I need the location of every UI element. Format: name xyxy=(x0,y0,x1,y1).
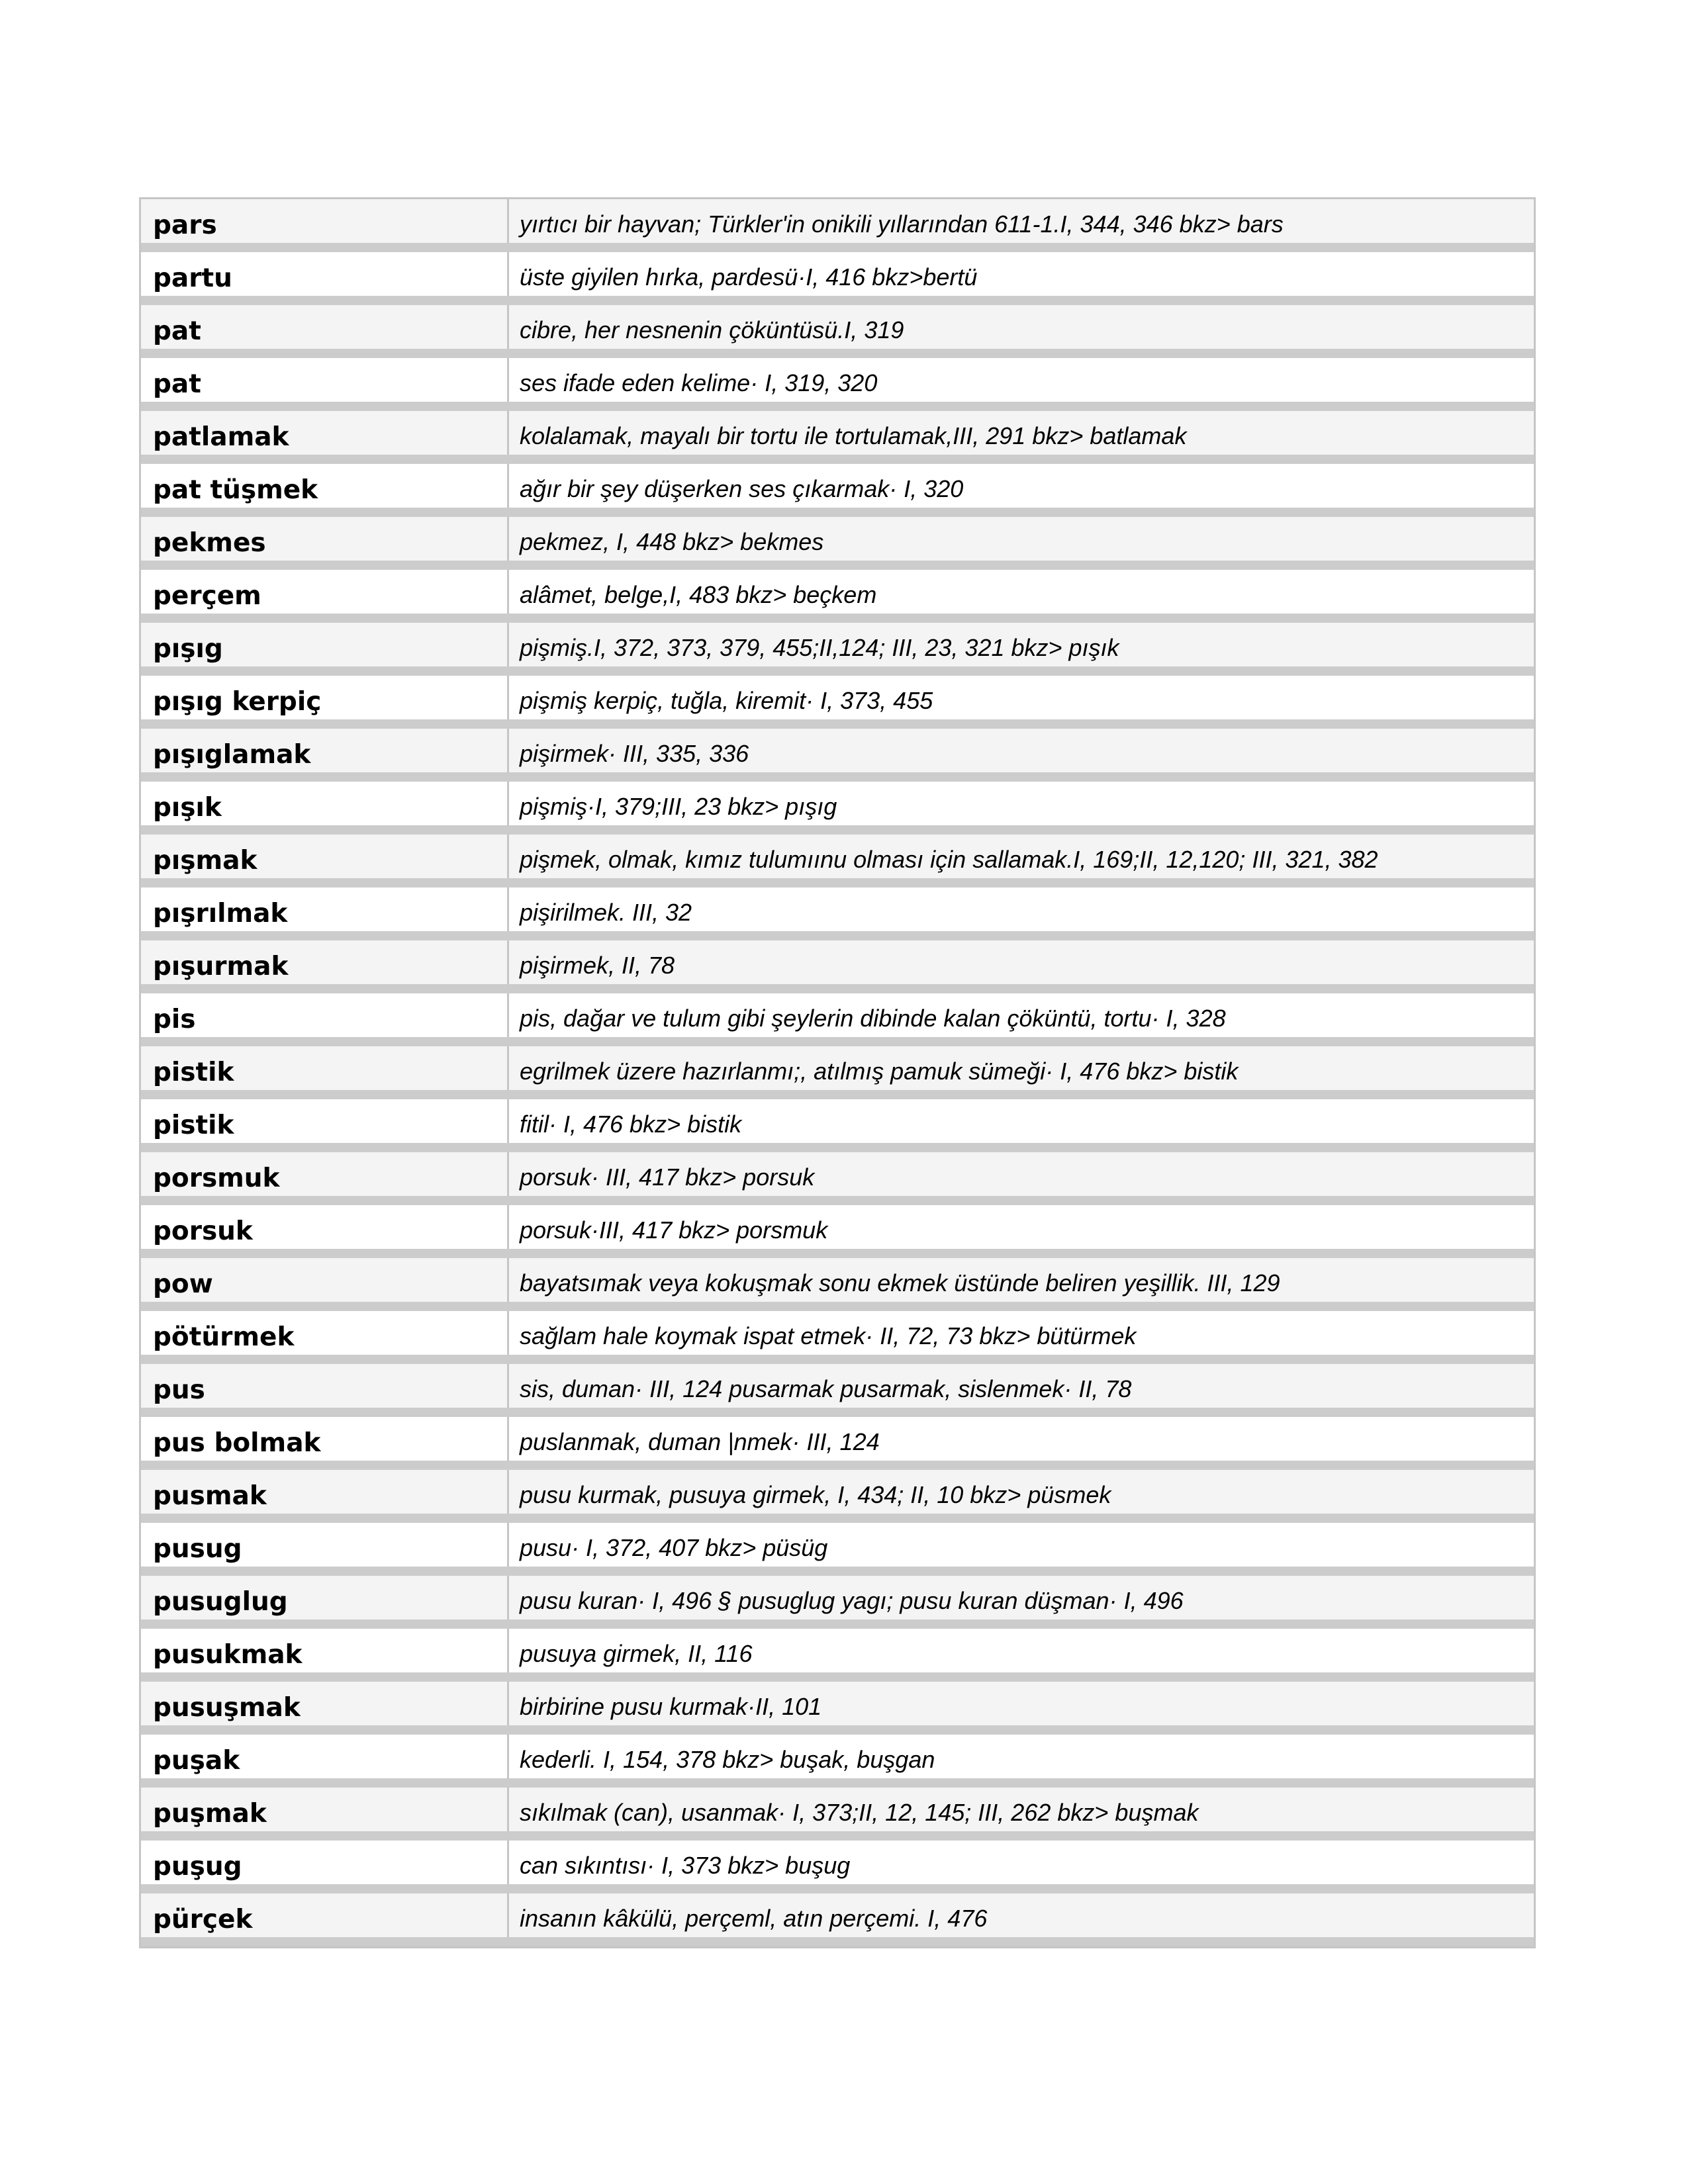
entry-term: porsmuk xyxy=(141,1152,509,1196)
entry-term: puşak xyxy=(141,1735,509,1778)
entry-definition: pekmez, I, 448 bkz> bekmes xyxy=(520,528,824,555)
entry-definition: kederli. I, 154, 378 bkz> buşak, buşgan xyxy=(520,1746,935,1773)
entry-term: pis xyxy=(141,993,509,1037)
entry-definition: egrilmek üzere hazırlanmı;, atılmış pamuk sümeği· I, 476 bkz> bistik xyxy=(520,1058,1239,1085)
table-row xyxy=(141,835,1534,887)
table-row xyxy=(141,1152,1534,1205)
table-row xyxy=(141,1735,1534,1788)
entry-definition: fitil· I, 476 bkz> bistik xyxy=(520,1111,742,1138)
entry-definition: pis, dağar ve tulum gibi şeylerin dibinde kalan çöküntü, tortu· I, 328 xyxy=(520,1005,1226,1032)
entry-definition: porsuk·III, 417 bkz> porsmuk xyxy=(520,1216,828,1244)
entry-term: pow xyxy=(141,1258,509,1302)
entry-definition: kolalamak, mayalı bir tortu ile tortulamak,III, 291 bkz> batlamak xyxy=(520,422,1187,449)
table-row xyxy=(141,782,1534,835)
entry-term: pat xyxy=(141,358,509,402)
table-row xyxy=(141,1099,1534,1152)
table-row xyxy=(141,887,1534,940)
table-row xyxy=(141,570,1534,623)
entry-definition: ağır bir şey düşerken ses çıkarmak· I, 320 xyxy=(520,475,964,502)
table-row xyxy=(141,1046,1534,1099)
table-row xyxy=(141,1258,1534,1311)
entry-definition: pişmiş kerpiç, tuğla, kiremit· I, 373, 455 xyxy=(520,687,933,714)
entry-definition: pişmek, olmak, kımız tulumıınu olması için sallamak.I, 169;II, 12,120; III, 321, 382 xyxy=(520,846,1378,873)
table-row xyxy=(141,1576,1534,1629)
table-row xyxy=(141,623,1534,676)
entry-definition: sağlam hale koymak ispat etmek· II, 72, 73 bkz> bütürmek xyxy=(520,1322,1137,1349)
entry-definition: pişmiş.I, 372, 373, 379, 455;II,124; III, 23, 321 bkz> pışık xyxy=(520,634,1119,661)
table-row xyxy=(141,676,1534,729)
table-row xyxy=(141,993,1534,1046)
entry-definition: alâmet, belge,I, 483 bkz> beçkem xyxy=(520,581,877,608)
entry-definition: porsuk· III, 417 bkz> porsuk xyxy=(520,1163,815,1191)
entry-term: pars xyxy=(141,199,509,243)
entry-term: pışık xyxy=(141,782,509,825)
entry-term: pistik xyxy=(141,1046,509,1090)
entry-term: porsuk xyxy=(141,1205,509,1249)
table-row xyxy=(141,1893,1534,1946)
entry-term: pusug xyxy=(141,1523,509,1567)
entry-definition: puslanmak, duman |nmek· III, 124 xyxy=(520,1428,880,1455)
table-row xyxy=(141,464,1534,517)
entry-term: pötürmek xyxy=(141,1311,509,1355)
table-row xyxy=(141,358,1534,411)
entry-term: puşug xyxy=(141,1841,509,1884)
entry-term: pusukmak xyxy=(141,1629,509,1672)
entry-term: pışrılmak xyxy=(141,887,509,931)
entry-term: pışıglamak xyxy=(141,729,509,772)
entry-definition: cibre, her nesnenin çöküntüsü.I, 319 xyxy=(520,316,904,343)
entry-term: puşmak xyxy=(141,1788,509,1831)
entry-term: pusuglug xyxy=(141,1576,509,1619)
entry-term: patlamak xyxy=(141,411,509,455)
entry-definition: pişirmek· III, 335, 336 xyxy=(520,740,749,767)
entry-term: pışıg xyxy=(141,623,509,666)
table-row xyxy=(141,1629,1534,1682)
entry-term: pışmak xyxy=(141,835,509,878)
table-row xyxy=(141,1311,1534,1364)
table-row xyxy=(141,1788,1534,1841)
entry-term: pusuşmak xyxy=(141,1682,509,1725)
entry-definition: üste giyilen hırka, pardesü·I, 416 bkz>bertü xyxy=(520,263,978,291)
table-row xyxy=(141,411,1534,464)
table-row xyxy=(141,305,1534,358)
entry-definition: sıkılmak (can), usanmak· I, 373;II, 12, 145; III, 262 bkz> buşmak xyxy=(520,1799,1199,1826)
entry-definition: sis, duman· III, 124 pusarmak pusarmak, sislenmek· II, 78 xyxy=(520,1375,1132,1402)
entry-definition: can sıkıntısı· I, 373 bkz> buşug xyxy=(520,1852,851,1879)
entry-definition: birbirine pusu kurmak·II, 101 xyxy=(520,1693,822,1720)
entry-term: pat xyxy=(141,305,509,349)
entry-definition: yırtıcı bir hayvan; Türkler'in onikili yıllarından 611-1.I, 344, 346 bkz> bars xyxy=(520,210,1284,238)
table-row xyxy=(141,1682,1534,1735)
table-row xyxy=(141,1364,1534,1417)
table-row xyxy=(141,729,1534,782)
entry-definition: pusu kurmak, pusuya girmek, I, 434; II, 10 bkz> püsmek xyxy=(520,1481,1111,1508)
table-row xyxy=(141,1205,1534,1258)
entry-term: pürçek xyxy=(141,1893,509,1937)
entry-term: pışurmak xyxy=(141,940,509,984)
entry-definition: bayatsımak veya kokuşmak sonu ekmek üstünde beliren yeşillik. III, 129 xyxy=(520,1269,1280,1297)
entry-definition: pusu· I, 372, 407 bkz> püsüg xyxy=(520,1534,828,1561)
table-row xyxy=(141,1417,1534,1470)
entry-term: pat tüşmek xyxy=(141,464,509,508)
table-row xyxy=(141,1470,1534,1523)
entry-term: pusmak xyxy=(141,1470,509,1514)
table-row xyxy=(141,199,1534,252)
entry-definition: pişirmek, II, 78 xyxy=(520,952,675,979)
table-row xyxy=(141,1523,1534,1576)
table-row xyxy=(141,1841,1534,1893)
entry-term: pus xyxy=(141,1364,509,1408)
entry-definition: insanın kâkülü, perçeml, atın perçemi. I, 476 xyxy=(520,1905,988,1932)
entry-term: perçem xyxy=(141,570,509,614)
table-row xyxy=(141,940,1534,993)
dictionary-table xyxy=(139,197,1536,1948)
entry-definition: pusu kuran· I, 496 § pusuglug yagı; pusu kuran düşman· I, 496 xyxy=(520,1587,1184,1614)
table-row xyxy=(141,517,1534,570)
entry-term: pışıg kerpiç xyxy=(141,676,509,719)
entry-term: pistik xyxy=(141,1099,509,1143)
entry-definition: pusuya girmek, II, 116 xyxy=(520,1640,753,1667)
entry-definition: pişirilmek. III, 32 xyxy=(520,899,692,926)
entry-term: partu xyxy=(141,252,509,296)
entry-term: pus bolmak xyxy=(141,1417,509,1461)
entry-definition: ses ifade eden kelime· I, 319, 320 xyxy=(520,369,878,396)
entry-definition: pişmiş·I, 379;III, 23 bkz> pışıg xyxy=(520,793,837,820)
table-row xyxy=(141,252,1534,305)
entry-term: pekmes xyxy=(141,517,509,561)
